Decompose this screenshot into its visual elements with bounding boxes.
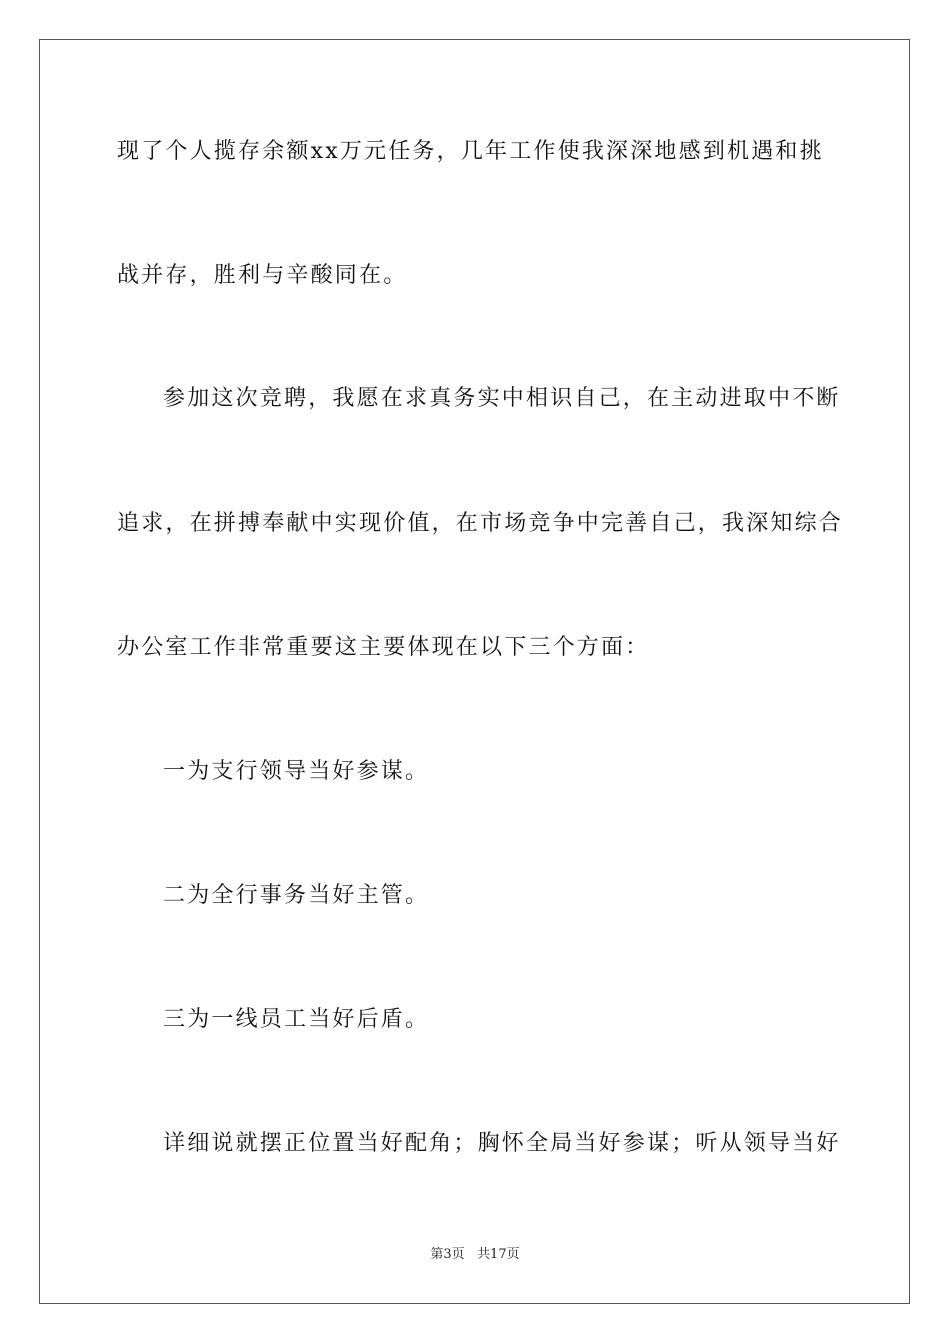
text-line-9: 详细说就摆正位置当好配角；胸怀全局当好参谋；听从领导当好 [163,1131,841,1156]
text-line-2: 战并存，胜利与辛酸同在。 [117,263,408,288]
text-line-3: 参加这次竞聘，我愿在求真务实中相识自己，在主动进取中不断 [163,386,841,411]
page-footer: 第3页 共17页 [430,1247,520,1262]
text-line-4: 追求，在拼搏奉献中实现价值，在市场竞争中完善自己，我深知综合 [117,511,844,536]
text-line-8: 三为一线员工当好后盾。 [163,1007,430,1032]
text-line-7: 二为全行事务当好主管。 [163,883,430,908]
text-line-6: 一为支行领导当好参谋。 [163,759,430,784]
page-border [39,39,910,1304]
text-line-1: 现了个人揽存余额xx万元任务，几年工作使我深深地感到机遇和挑 [117,139,824,164]
text-line-5: 办公室工作非常重要这主要体现在以下三个方面： [117,635,650,660]
